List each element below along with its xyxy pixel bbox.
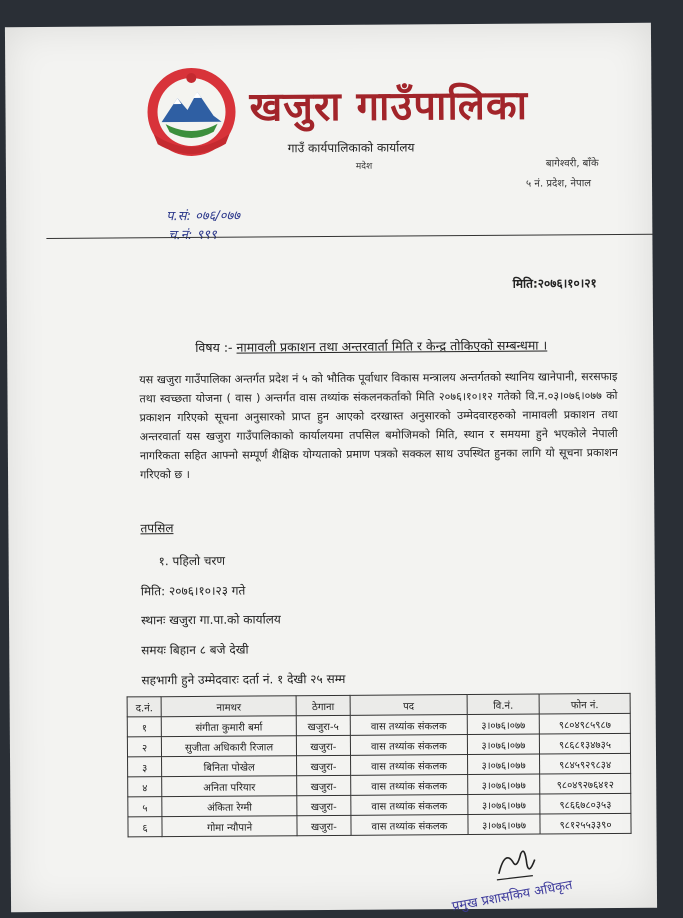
cell-post: वास तथ्यांक संकलक bbox=[350, 775, 467, 796]
sub-office: मदेश bbox=[355, 161, 373, 172]
cell-post: वास तथ्यांक संकलक bbox=[350, 755, 467, 776]
cell-name: अंकिता रेग्मी bbox=[162, 796, 297, 817]
cell-notice-no: ३।०७६।०७७ bbox=[468, 774, 540, 795]
cell-notice-no: ३।०७६।०७७ bbox=[467, 734, 539, 755]
cell-phone: ९८४५९२९८३४ bbox=[540, 753, 631, 774]
municipality-title: खजुरा गाउँपालिका bbox=[249, 82, 529, 131]
cell-phone: ९८०४९८५९८७ bbox=[539, 713, 630, 734]
cell-sn: ६ bbox=[128, 817, 162, 837]
cell-post: वास तथ्यांक संकलक bbox=[351, 795, 468, 816]
cell-address: खजुरा- bbox=[297, 815, 351, 835]
schedule-participants: सहभागी हुने उम्मेदवारः दर्ता नं. १ देखी २५ सम्म bbox=[141, 671, 346, 688]
subject-label: विषय :- bbox=[195, 339, 233, 355]
cell-name: गोमा न्यौपाने bbox=[162, 816, 297, 837]
col-header-sn: द.नं. bbox=[127, 697, 161, 717]
cell-name: अनिता परियार bbox=[162, 776, 297, 797]
cell-address: खजुरा- bbox=[296, 755, 350, 775]
dispatch-number: च.नं: ९९९ bbox=[168, 227, 217, 244]
cell-phone: ९८६८१३४७३५ bbox=[539, 733, 630, 754]
col-header-address: ठेगाना bbox=[296, 695, 350, 715]
cell-name: बिनिता पोखेल bbox=[162, 756, 297, 777]
candidate-table bbox=[127, 693, 632, 838]
cell-sn: २ bbox=[127, 737, 161, 757]
schedule-heading: तपसिल bbox=[140, 521, 174, 536]
cell-phone: ९८१२५५३३९० bbox=[540, 813, 631, 834]
cell-sn: १ bbox=[127, 717, 161, 737]
table-row bbox=[128, 813, 631, 837]
cell-sn: ४ bbox=[128, 777, 162, 797]
cell-address: खजुरा- bbox=[297, 775, 351, 795]
col-header-post: पद bbox=[350, 695, 467, 716]
nepal-emblem-logo bbox=[143, 64, 240, 161]
reference-number: प.सं: ०७६/०७७ bbox=[166, 208, 241, 225]
col-header-phone: फोन नं. bbox=[539, 693, 630, 714]
cell-sn: ३ bbox=[128, 757, 162, 777]
cell-name: संगीता कुमारी बर्मा bbox=[161, 716, 296, 737]
subject-line bbox=[195, 336, 547, 355]
cell-notice-no: ३।०७६।०७७ bbox=[468, 814, 540, 835]
notice-body: यस खजुरा गाउँपालिका अन्तर्गत प्रदेश नं ५ को भौतिक पूर्वाधार विकास मन्त्रालय अन्तर्गतको स्थानिय खानेपानी, सरसफाइ तथा स्वच्छता योजना ( वास ) अन्तर्गत वास तथ्यांक संकलनकर्ताको मिति २०७६।१०।१२ गतेको वि.न.०३।०७६।०७७ को प्रकाशन गरिएको सूचना अनुसारको प्राप्त हुन आएको दरखास्त अनुसारको उम्मेदवारहरुको नामावली प्रकाशन तथा अन्तरवार्ता यस खजुरा गाउँपालिकाको कार्यालयमा तपसिल बमोजिमको मिति, स्थान र समयमा हुने भएकोले नेपाली नागरिकता सहित आफ्नो सम्पूर्ण शैक्षिक योग्यताको प्रमाण पत्रको सक्कल साथ उपस्थित हुनका लागि यो सूचना प्रकाशन गरिएको छ । bbox=[139, 369, 618, 482]
cell-post: वास तथ्यांक संकलक bbox=[351, 815, 468, 836]
schedule-date: मिति: २०७६।१०।२३ गते bbox=[140, 583, 246, 599]
office-name: गाउँ कार्यपालिकाको कार्यालय bbox=[287, 140, 415, 156]
schedule-place: स्थानः खजुरा गा.पा.को कार्यालय bbox=[141, 612, 281, 628]
header-divider bbox=[46, 234, 653, 239]
address-line-2: ५ नं. प्रदेश, नेपाल bbox=[525, 178, 592, 190]
cell-notice-no: ३।०७६।०७७ bbox=[467, 714, 539, 735]
cell-name: सुजीता अधिकारी रिजाल bbox=[162, 736, 297, 757]
cell-post: वास तथ्यांक संकलक bbox=[350, 735, 467, 756]
schedule-phase: १. पहिलो चरण bbox=[158, 553, 226, 569]
officer-stamp: प्रमुख प्रशासकिय अधिकृत bbox=[450, 877, 574, 915]
schedule-time: समयः बिहान ८ बजे देखी bbox=[141, 642, 249, 658]
cell-address: खजुरा-५ bbox=[296, 715, 350, 735]
cell-sn: ५ bbox=[128, 797, 162, 817]
cell-address: खजुरा- bbox=[296, 735, 350, 755]
letter-page bbox=[5, 23, 657, 915]
cell-notice-no: ३।०७६।०७७ bbox=[468, 754, 540, 775]
cell-phone: ९८६६७८०३५३ bbox=[540, 793, 631, 814]
cell-post: वास तथ्यांक संकलक bbox=[350, 715, 467, 736]
address-line-1: बागेश्वरी, बाँके bbox=[545, 158, 599, 170]
subject-text: नामावली प्रकाशन तथा अन्तरवार्ता मिति र केन्द्र तोकिएको सम्बन्धमा । bbox=[236, 337, 548, 355]
cell-phone: ९८०४९२७६४१२ bbox=[540, 773, 631, 794]
letter-date: मिति:२०७६।१०।२१ bbox=[512, 276, 597, 291]
cell-notice-no: ३।०७६।०७७ bbox=[468, 794, 540, 815]
col-header-name: नामथर bbox=[161, 696, 296, 717]
col-header-notice-no: वि.नं. bbox=[467, 694, 539, 715]
cell-address: खजुरा- bbox=[297, 795, 351, 815]
